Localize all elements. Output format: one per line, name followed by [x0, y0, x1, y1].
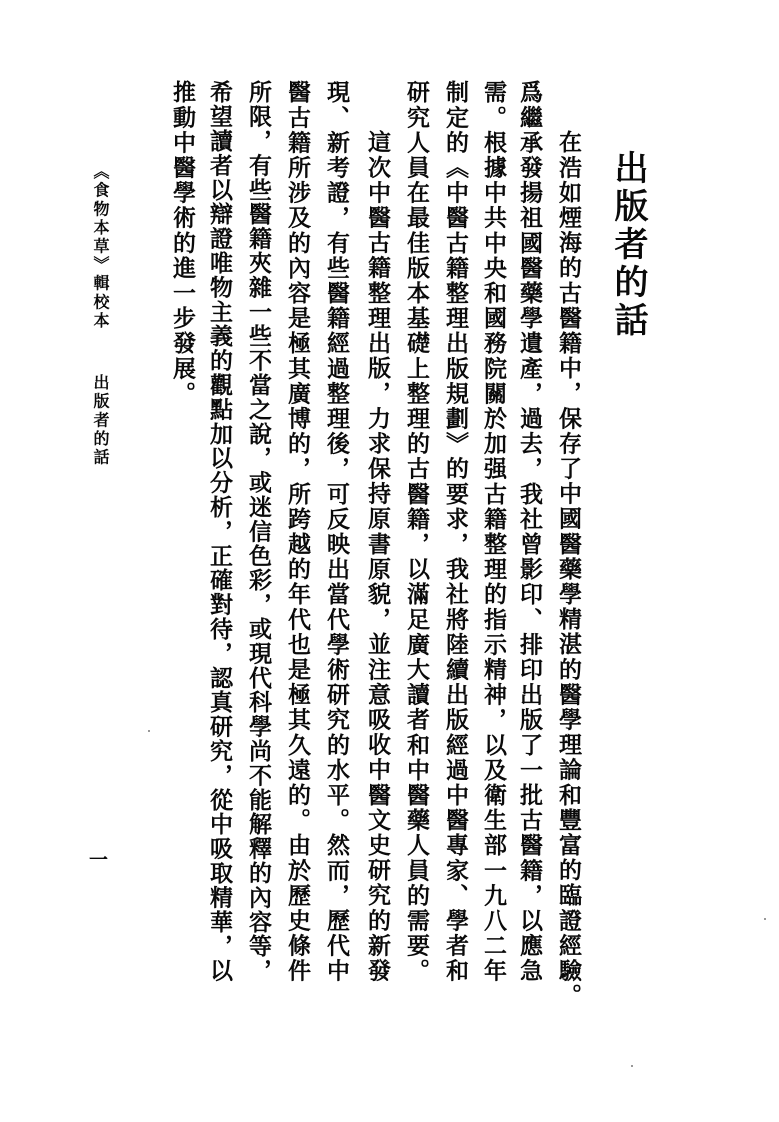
text-column: 爲繼承發揚祖國醫藥學遺產，過去，我社曾影印、排印出版了一批古醫籍，以應急 — [516, 80, 543, 984]
text-column: 推動中醫學術的進一步發展。 — [169, 80, 196, 407]
page-title: 出版者的話 — [608, 150, 648, 340]
text-column: 這次中醫古籍整理出版，力求保持原書原貌，並注意吸收中醫文史研究的新發 — [364, 130, 391, 984]
text-column: 希望讀者以辯證唯物主義的觀點加以分析，正確對待，認真研究，從中吸取精華，以 — [206, 80, 233, 983]
text-column: 現、新考證，有些醫籍經過整理後，可反映出當代學術研究的水平。然而，歷代中 — [323, 80, 350, 984]
page-number: 一 — [89, 849, 109, 871]
running-footer-book-title: 《食物本草》輯校本 — [91, 163, 110, 331]
text-column: 需。根據中共中央和國務院關於加强古籍整理的指示精神，以及衛生部一九八二年 — [480, 80, 507, 984]
running-footer-section-title: 出版者的話 — [91, 374, 110, 467]
scan-speck — [631, 1065, 633, 1067]
scan-speck — [764, 918, 766, 920]
text-column: 在浩如煙海的古醫籍中，保存了中國醫藥學精湛的醫學理論和豐富的臨證經驗。 — [555, 130, 582, 1009]
text-column: 醫古籍所涉及的內容是極其廣博的，所跨越的年代也是極其久遠的。由於歷史條件 — [284, 80, 311, 984]
scan-speck — [148, 730, 150, 732]
text-column: 制定的《中醫古籍整理出版規劃》的要求，我社將陸續出版經過中醫專家、學者和 — [442, 80, 469, 984]
text-column: 研究人員在最佳版本基礎上整理的古醫籍，以滿足廣大讀者和中醫藥人員的需要。 — [403, 80, 430, 984]
text-column: 所限，有些醫籍夾雜一些不當之說，或迷信色彩，或現代科學尚不能解釋的內容等， — [245, 80, 272, 983]
